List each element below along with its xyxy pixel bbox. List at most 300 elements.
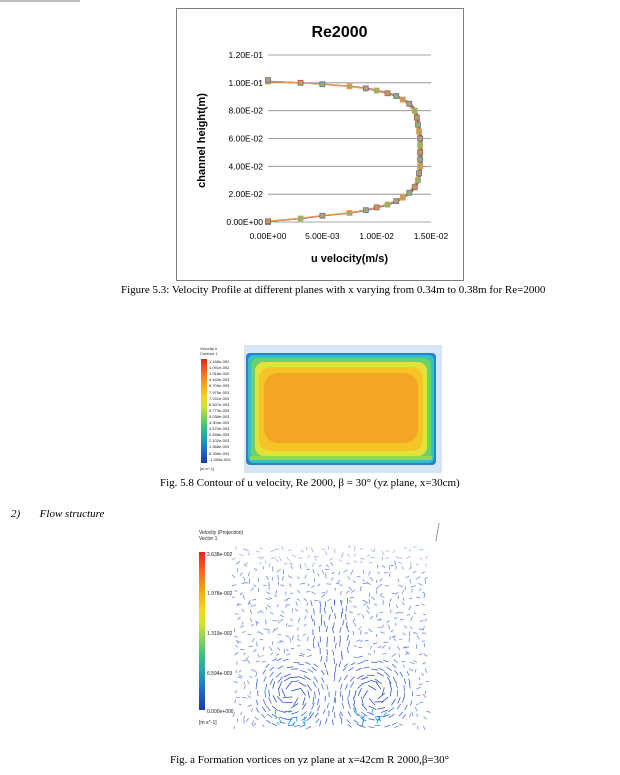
velocity-vector [361, 561, 363, 564]
velocity-vector [344, 675, 348, 680]
velocity-vector [335, 698, 336, 703]
velocity-vector [286, 649, 288, 651]
velocity-vector [306, 547, 307, 551]
velocity-vector [242, 622, 244, 625]
velocity-vector [367, 606, 369, 609]
velocity-vector [334, 600, 335, 606]
data-point-inner [267, 79, 270, 82]
velocity-vector-fast [276, 717, 277, 719]
velocity-vector [282, 577, 284, 581]
velocity-vector [368, 629, 372, 632]
velocity-vector [235, 652, 239, 655]
velocity-vector [423, 614, 426, 615]
velocity-vector [321, 684, 323, 690]
velocity-vector [299, 655, 304, 656]
velocity-vector [235, 645, 237, 647]
velocity-vector [373, 643, 377, 644]
velocity-vector [364, 602, 368, 605]
velocity-vector [404, 626, 407, 629]
velocity-vector [308, 691, 310, 699]
vector-legend-value-5: 0.000e+000 [207, 709, 234, 715]
velocity-vector [305, 609, 308, 613]
velocity-vector-fast [375, 718, 377, 721]
vector-legend-subtitle: Vector 1 [199, 536, 218, 542]
velocity-vector [300, 670, 306, 672]
velocity-vector [279, 681, 282, 689]
velocity-vector [349, 690, 350, 697]
velocity-vector [261, 610, 264, 613]
velocity-vector [377, 708, 385, 710]
velocity-vector [400, 672, 403, 677]
velocity-vector [377, 572, 380, 574]
velocity-vector [273, 695, 277, 702]
velocity-vector [363, 660, 369, 661]
velocity-vector [426, 711, 430, 713]
velocity-vector [409, 669, 413, 671]
velocity-vector [396, 592, 399, 594]
velocity-vector [380, 596, 384, 598]
velocity-vector [291, 619, 293, 622]
velocity-vector [358, 614, 361, 616]
velocity-vector [357, 724, 362, 727]
velocity-vector [333, 650, 334, 656]
velocity-vector [335, 549, 336, 554]
velocity-vector [250, 609, 251, 614]
velocity-vector [314, 556, 319, 557]
velocity-vector [416, 687, 420, 689]
velocity-vector [415, 669, 416, 672]
contour-plot-area [244, 345, 442, 473]
data-point-inner [386, 203, 389, 206]
vector-legend-value-3: 1.319e-002 [207, 631, 233, 637]
velocity-vector [270, 672, 274, 677]
velocity-vector [248, 680, 249, 683]
velocity-vector [392, 654, 396, 657]
velocity-vector [264, 629, 269, 630]
velocity-vector [358, 688, 362, 696]
section-title: Flow structure [39, 508, 105, 520]
chart-title: Re2000 [311, 24, 368, 41]
contour-legend-unit: [m s^-1] [200, 466, 215, 471]
velocity-vector [266, 684, 267, 691]
velocity-vector [241, 609, 244, 612]
velocity-vector [374, 604, 378, 605]
velocity-vector [347, 719, 351, 723]
velocity-vector [349, 600, 351, 603]
velocity-vector [397, 704, 401, 710]
velocity-vector [271, 550, 275, 552]
vector-legend-unit: [m s^-1] [199, 720, 217, 726]
velocity-vector [351, 662, 356, 665]
velocity-vector [402, 697, 404, 703]
contour-legend-value: 1.091e-002 [209, 365, 230, 371]
velocity-vector [269, 690, 270, 697]
velocity-vector [284, 674, 291, 677]
velocity-vector [314, 620, 315, 626]
velocity-vector [419, 684, 423, 685]
velocity-vector [361, 677, 368, 680]
velocity-vector [281, 547, 284, 551]
velocity-vector [354, 554, 356, 557]
velocity-vector [416, 704, 419, 705]
velocity-vector [272, 706, 278, 711]
velocity-vector [300, 653, 305, 655]
velocity-vector [256, 674, 257, 677]
velocity-vector [389, 714, 395, 718]
velocity-vector [262, 707, 266, 712]
velocity-vector [276, 673, 281, 678]
y-tick-label: 8.00E-02 [228, 105, 263, 116]
velocity-vector [351, 570, 353, 574]
velocity-vector [346, 563, 350, 564]
velocity-vector [266, 607, 267, 610]
velocity-vector [276, 654, 279, 656]
velocity-vector [390, 599, 392, 602]
velocity-profile-chart [176, 8, 464, 281]
velocity-vector [402, 567, 403, 570]
velocity-vector [232, 597, 235, 598]
data-point-inner [395, 95, 398, 98]
velocity-vector [329, 558, 333, 560]
velocity-vector [273, 620, 277, 621]
contour-legend-value: 2.836e-003 [209, 432, 230, 438]
velocity-vector [410, 626, 412, 629]
velocity-vector [387, 620, 390, 623]
velocity-vector [248, 695, 251, 698]
velocity-vector [331, 578, 333, 581]
velocity-vector [399, 558, 402, 559]
velocity-vector [253, 723, 256, 726]
velocity-vector [291, 712, 298, 715]
velocity-vector [250, 618, 251, 622]
velocity-vector [369, 571, 371, 575]
contour-legend-value: 4.304e-003 [209, 420, 230, 425]
velocity-vector [258, 578, 259, 582]
velocity-vector [249, 602, 250, 605]
velocity-vector [382, 645, 386, 648]
velocity-vector [280, 717, 287, 719]
velocity-vector [298, 590, 301, 593]
velocity-vector [348, 577, 350, 580]
velocity-vector [389, 603, 390, 607]
velocity-vector [341, 691, 342, 697]
velocity-vector [425, 668, 427, 673]
velocity-vector [293, 635, 294, 640]
velocity-vector [272, 577, 273, 580]
vortex-vector-figure [196, 528, 440, 734]
data-point-inner [267, 220, 270, 223]
velocity-vector [385, 725, 390, 727]
velocity-vector [354, 623, 356, 627]
velocity-vector [327, 599, 331, 600]
data-point-inner [401, 98, 404, 101]
velocity-vector [368, 653, 371, 655]
x-tick-label: 0.00E+00 [249, 231, 287, 241]
velocity-vector [313, 643, 314, 649]
velocity-vector [308, 555, 311, 558]
data-point-inner [413, 109, 416, 112]
velocity-vector [420, 702, 424, 703]
velocity-vector [312, 563, 315, 567]
velocity-vector [298, 664, 304, 665]
velocity-vector [266, 592, 270, 594]
velocity-vector [419, 583, 423, 585]
velocity-vector [358, 627, 361, 631]
velocity-vector [238, 604, 241, 605]
velocity-vector [256, 679, 257, 684]
velocity-vector [306, 569, 309, 570]
velocity-vector [343, 667, 347, 671]
velocity-vector [369, 593, 370, 597]
velocity-vector [410, 566, 412, 570]
velocity-vector [320, 601, 321, 607]
velocity-vector [319, 626, 320, 632]
velocity-vector [261, 656, 264, 657]
velocity-vector [396, 612, 400, 613]
data-point-inner [364, 87, 367, 90]
velocity-vector [371, 669, 378, 670]
velocity-vector [244, 653, 246, 656]
velocity-vector [272, 641, 273, 645]
velocity-vector [397, 690, 398, 697]
velocity-vector [256, 551, 260, 553]
velocity-vector [369, 562, 373, 563]
velocity-vector [283, 659, 289, 661]
velocity-vector [426, 681, 430, 682]
velocity-vector [291, 648, 294, 649]
velocity-vector [417, 714, 418, 717]
velocity-vector [348, 545, 350, 548]
velocity-vector [400, 619, 404, 620]
velocity-vector [256, 708, 259, 713]
velocity-vector [412, 589, 413, 592]
velocity-vector [238, 677, 242, 679]
velocity-vector [269, 597, 272, 599]
velocity-vector [371, 550, 374, 552]
velocity-vector [339, 661, 340, 667]
velocity-vector [348, 724, 352, 727]
velocity-vector [424, 594, 425, 598]
data-point-inner [348, 212, 351, 215]
velocity-vector [234, 636, 237, 638]
velocity-vector [389, 646, 390, 650]
velocity-vector [320, 721, 321, 727]
velocity-vector [276, 590, 277, 594]
velocity-vector [278, 666, 284, 669]
velocity-vector [377, 586, 378, 590]
velocity-vector [324, 662, 326, 668]
velocity-vector [277, 604, 279, 606]
contour-core-orange [264, 373, 418, 443]
velocity-vector [281, 611, 284, 614]
velocity-vector [405, 576, 409, 578]
velocity-vector [342, 703, 344, 709]
velocity-vector [259, 563, 262, 564]
top-rule-fragment [0, 0, 80, 2]
velocity-vector [334, 712, 335, 718]
velocity-vector [351, 590, 355, 592]
velocity-vector [397, 646, 400, 650]
velocity-vector-fast [372, 709, 373, 713]
velocity-vector [311, 600, 313, 606]
velocity-vector [380, 578, 383, 581]
figure-5-3-caption: Figure 5.3: Velocity Profile at different planes with x varying from 0.34m to 0.38m for Re=2000 [121, 284, 546, 296]
velocity-vector [421, 673, 423, 676]
velocity-vector [378, 627, 381, 628]
cursor-icon [435, 523, 442, 541]
velocity-vector [363, 690, 368, 698]
velocity-vector [277, 647, 280, 650]
velocity-vector [232, 575, 235, 578]
velocity-vector [380, 632, 384, 634]
vector-legend-value-1: 2.638e-002 [207, 552, 233, 558]
velocity-vector [258, 654, 260, 658]
velocity-vector [394, 660, 398, 663]
data-point-inner [415, 116, 418, 119]
velocity-vector [239, 704, 242, 705]
velocity-vector [344, 664, 348, 667]
contour-legend-title: Velocity u [200, 346, 218, 351]
velocity-vector [396, 681, 398, 688]
velocity-vector [262, 714, 266, 718]
velocity-vector [270, 678, 273, 685]
velocity-vector [334, 697, 335, 703]
x-tick-label: 5.00E-03 [305, 231, 340, 241]
velocity-vector [335, 664, 336, 670]
velocity-vector [235, 699, 236, 703]
velocity-vector [345, 614, 346, 620]
velocity-vector [272, 658, 277, 661]
velocity-vector [425, 691, 426, 695]
velocity-vector [340, 591, 342, 595]
vector-legend-value-4: 6.594e-003 [207, 671, 233, 677]
velocity-vector [399, 562, 403, 564]
velocity-vector [405, 705, 408, 710]
velocity-vector [315, 713, 318, 718]
velocity-vector [422, 663, 425, 665]
vector-legend-value-2: 1.978e-002 [207, 591, 233, 597]
velocity-vector [244, 563, 248, 565]
velocity-vector [393, 550, 395, 553]
velocity-vector [315, 691, 316, 698]
velocity-vector [304, 598, 307, 600]
velocity-vector [384, 572, 388, 573]
velocity-vector [371, 597, 374, 600]
velocity-vector [251, 605, 256, 607]
velocity-vector [370, 646, 372, 649]
velocity-vector [318, 642, 319, 648]
velocity-vector [321, 656, 322, 662]
velocity-vector [256, 700, 258, 705]
velocity-vector [266, 620, 267, 625]
velocity-vector [354, 720, 359, 724]
y-tick-label: 6.00E-02 [228, 133, 263, 144]
velocity-vector [363, 570, 364, 574]
velocity-vector [360, 548, 363, 549]
velocity-vector [245, 583, 249, 584]
velocity-vector [244, 577, 245, 582]
velocity-vector [423, 592, 426, 594]
velocity-vector [312, 667, 317, 671]
velocity-vector [321, 595, 325, 598]
figure-a-caption: Fig. a Formation vortices on yz plane at x=42cm R 2000,β=30° [170, 754, 450, 766]
velocity-vector [244, 686, 245, 690]
velocity-vector-fast [309, 711, 312, 715]
velocity-vector [412, 724, 416, 725]
velocity-vector [321, 678, 324, 683]
velocity-vector [287, 667, 294, 668]
velocity-vector [307, 684, 311, 691]
velocity-vector [266, 720, 271, 723]
velocity-vector [322, 593, 325, 594]
velocity-vector [343, 570, 347, 572]
velocity-vector [329, 614, 331, 620]
velocity-vector [232, 585, 236, 587]
velocity-vector [311, 586, 314, 588]
velocity-vector [317, 705, 319, 711]
velocity-vector [238, 617, 241, 620]
velocity-vector [392, 636, 397, 637]
velocity-vector [425, 577, 428, 578]
velocity-vector [241, 583, 244, 584]
vector-legend-header [199, 530, 243, 542]
velocity-vector [377, 673, 384, 677]
velocity-vector [369, 706, 377, 710]
velocity-vector [291, 677, 299, 678]
velocity-vector [413, 633, 418, 634]
velocity-vector [382, 697, 388, 703]
velocity-vector [270, 653, 273, 655]
velocity-vector [268, 697, 271, 704]
velocity-vector [403, 665, 404, 668]
velocity-vector [416, 564, 419, 565]
data-point-inner [348, 85, 351, 88]
velocity-vector [360, 630, 361, 635]
velocity-vector [300, 725, 305, 727]
velocity-vector [248, 634, 252, 635]
velocity-vector [411, 701, 413, 706]
data-point-inner [419, 151, 422, 154]
contour-legend-value: 1.368e-003 [209, 444, 230, 450]
velocity-vector [277, 659, 282, 661]
velocity-vector [348, 702, 350, 708]
x-tick-label: 1.50E-02 [413, 231, 449, 241]
velocity-vector-fast [297, 717, 298, 722]
velocity-vector [280, 619, 283, 622]
velocity-vector [334, 675, 335, 681]
velocity-vector [331, 562, 334, 565]
velocity-vector [307, 655, 312, 657]
velocity-vector [266, 664, 270, 668]
velocity-vector [353, 580, 355, 583]
contour-bottom-strip [250, 456, 432, 460]
velocity-vector [234, 681, 238, 683]
velocity-vector [379, 668, 385, 671]
velocity-vector [313, 569, 314, 573]
contour-legend-value: 6.336e-004 [209, 450, 230, 456]
velocity-vector [314, 600, 318, 601]
velocity-vector [343, 620, 345, 626]
velocity-vector [387, 667, 392, 671]
velocity-vector [284, 563, 287, 564]
velocity-vector [360, 640, 362, 642]
velocity-vector [298, 618, 300, 622]
velocity-vector [380, 593, 383, 595]
velocity-vector [358, 656, 363, 658]
data-point-inner [395, 200, 398, 203]
velocity-vector [339, 560, 342, 563]
velocity-vector [239, 554, 243, 556]
